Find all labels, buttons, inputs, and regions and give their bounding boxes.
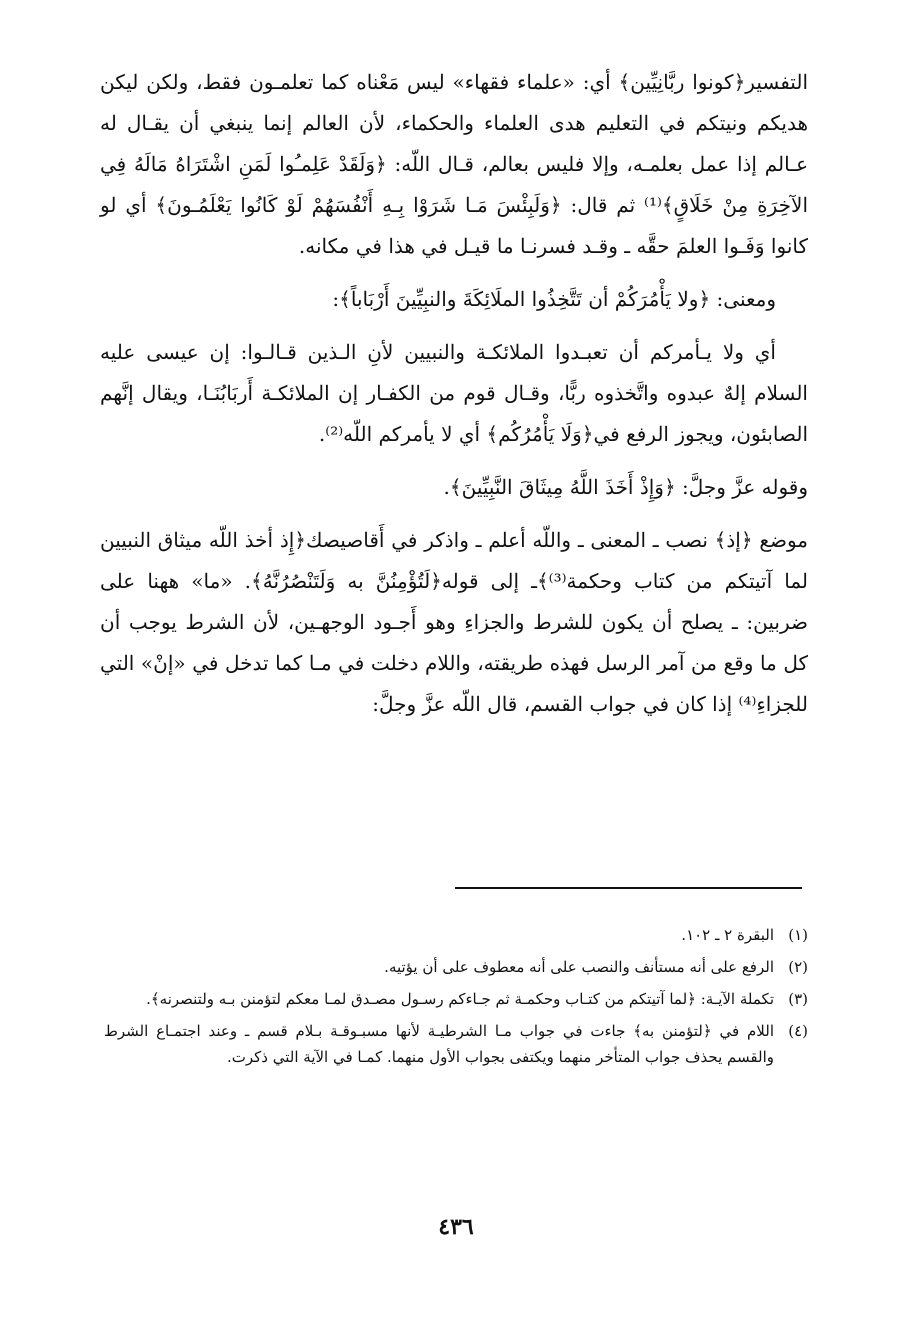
footnote-number: (٣) [788, 990, 808, 1008]
footnote-number: (١) [788, 926, 808, 944]
body-paragraph-4: وقوله عزَّ وجلَّ: ﴿وَإِذْ أَخَذَ اللَّهُ مِيثَاقَ النَّبِيِّينَ﴾. [443, 475, 808, 499]
footnote-text: الرفع على أنه مستأنف والنصب على أنه معطوف على أن يؤتيه. [384, 958, 774, 976]
footnote-2 [104, 954, 808, 980]
footnote-text: البقرة ٢ ـ ١٠٢. [681, 926, 774, 944]
body-paragraph-2: ومعنى: ﴿ولا يَأْمُرَكُمْ أن تَتَّخِذُوا الملَائِكَةَ والنبِيِّينَ أَرْبَاباً﴾: [332, 287, 776, 311]
main-text [100, 62, 808, 725]
footnote-3 [104, 986, 808, 1012]
body-paragraph-3: أي ولا يـأمركم أن تعبـدوا الملائكـة والنبيين لأنِ الـذين قـالـوا: إن عيسى عليه السلام إلهٌ عبدوه واتَّخذوه ربًّا، وقـال قوم من الكفـار إن الملائكـة أَربَابُنَـا، ويقال إنَّهم الصابئون، ويجوز الرفع في﴿وَلَا يَأْمُرُكُم﴾ أي لا يأمركم اللّه⁽²⁾. [100, 340, 808, 446]
footnote-1 [104, 922, 808, 948]
footnote-text: اللام في ﴿لتؤمنن به﴾ جاءت في جواب مـا الشرطيـة لأنها مسبـوقـة بـلام قسم ـ وعند اجتمـاع الشرط والقسم يحذف جواب المتأخر منهما ويكتفى بجواب الأول منهما. كمـا في الآية التي ذكرت. [104, 1022, 774, 1066]
footnotes [104, 922, 808, 1076]
body-paragraph-1: التفسير﴿كونوا ربَّانِيِّين﴾ أي: «علماء فقهاء» ليس مَعْناه كما تعلمـون فقط، ولكن ليكن هديكم ونيتكم في التعليم هدى العلماء والحكماء، لأن العالم إنما ينبغي أن يقـال له عـالم إذا عمل بعلمـه، وإلا فليس بعالم، قـال اللّه: ﴿وَلَقَدْ عَلِمـُوا لَمَنِ اشْتَرَاهُ مَالَهُ فِي الآخِرَةِ مِنْ خَلَاقٍ﴾⁽¹⁾ ثم قال: ﴿وَلَبِئْسَ مَـا شَرَوْا بِـهِ أَنْفُسَهُمْ لَوْ كَانُوا يَعْلَمُـونَ﴾ أي لو كانوا وَفَـوا العلمَ حقَّه ـ وقـد فسرنـا ما قيـل في هذا في مكانه. [100, 70, 808, 258]
footnote-4 [104, 1018, 808, 1070]
footnote-text: تكملة الآيـة: ﴿لما آتيتكم من كتـاب وحكمـة ثم جـاءكم رسـول مصـدق لمـا معكم لتؤمنن بـه ولتنصرنه﴾. [146, 990, 774, 1008]
footnote-number: (٢) [788, 958, 808, 976]
body-paragraph-5: موضع ﴿إذ﴾ نصب ـ المعنى ـ واللّه أعلم ـ واذكر في أَقاصيصك﴿إِذ أخذ اللّه ميثاق النبيين لما آتيتكم من كتاب وحكمة⁽³⁾﴾ـ إلى قوله﴿لَتُؤْمِنُنَّ به وَلَتَنْصُرُنَّهُ﴾. «ما» ههنا على ضربين: ـ يصلح أن يكون للشرط والجزاءِ وهو أَجـود الوجهـين، لأن الشرط يوجب أن كل ما وقع من آمر الرسل فهذه طريقته، واللام دخلت في مـا كما تدخل في «إنْ» التي للجزاءِ⁽⁴⁾ إذا كان في جواب القسم، قال اللّه عزَّ وجلَّ: [100, 528, 808, 716]
footnote-divider [455, 887, 802, 889]
page-number: ٤٣٦ [438, 1214, 474, 1240]
footnote-number: (٤) [788, 1022, 808, 1040]
